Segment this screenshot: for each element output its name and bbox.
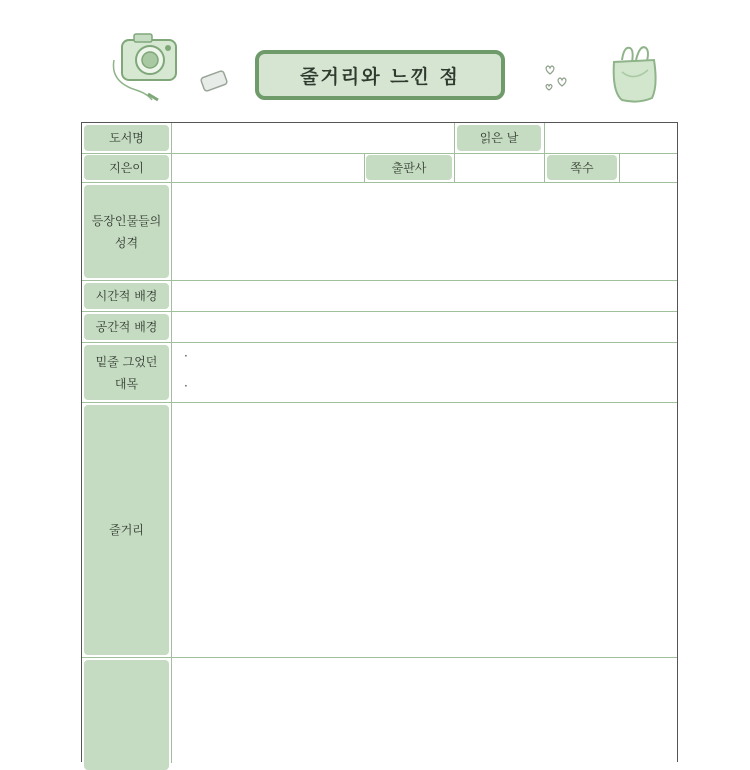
label-impressions: [84, 660, 169, 770]
label-underlined-line2: 대목: [114, 376, 139, 391]
label-plot: 줄거리: [84, 405, 169, 655]
column-divider: [619, 153, 620, 182]
bag-icon: [608, 42, 660, 104]
reading-record-form: [81, 122, 678, 762]
column-divider: [454, 123, 455, 153]
label-underlined: [84, 345, 169, 400]
column-divider: [454, 153, 455, 182]
label-author: 지은이: [84, 155, 169, 180]
label-characters: [84, 185, 169, 278]
column-divider: [171, 123, 172, 763]
label-underlined-line1: 밑줄 그었던: [95, 354, 158, 369]
column-divider: [364, 153, 365, 182]
page-title: 줄거리와 느낀 점: [255, 50, 505, 100]
label-book-title: 도서명: [84, 125, 169, 151]
column-divider: [544, 123, 545, 182]
label-characters-line1: 등장인물들의: [91, 213, 162, 228]
label-publisher: 출판사: [366, 155, 452, 180]
bullet-1: ·: [184, 349, 188, 363]
label-read-date: 읽은 날: [457, 125, 541, 151]
bullet-2: ·: [184, 379, 188, 393]
camera-icon: [108, 30, 186, 102]
eraser-icon: [198, 68, 230, 96]
hearts-icon: [540, 60, 570, 96]
label-characters-line2: 성격: [114, 235, 139, 250]
label-pages: 쪽수: [547, 155, 617, 180]
label-time-setting: 시간적 배경: [84, 283, 169, 309]
label-space-setting: 공간적 배경: [84, 314, 169, 340]
